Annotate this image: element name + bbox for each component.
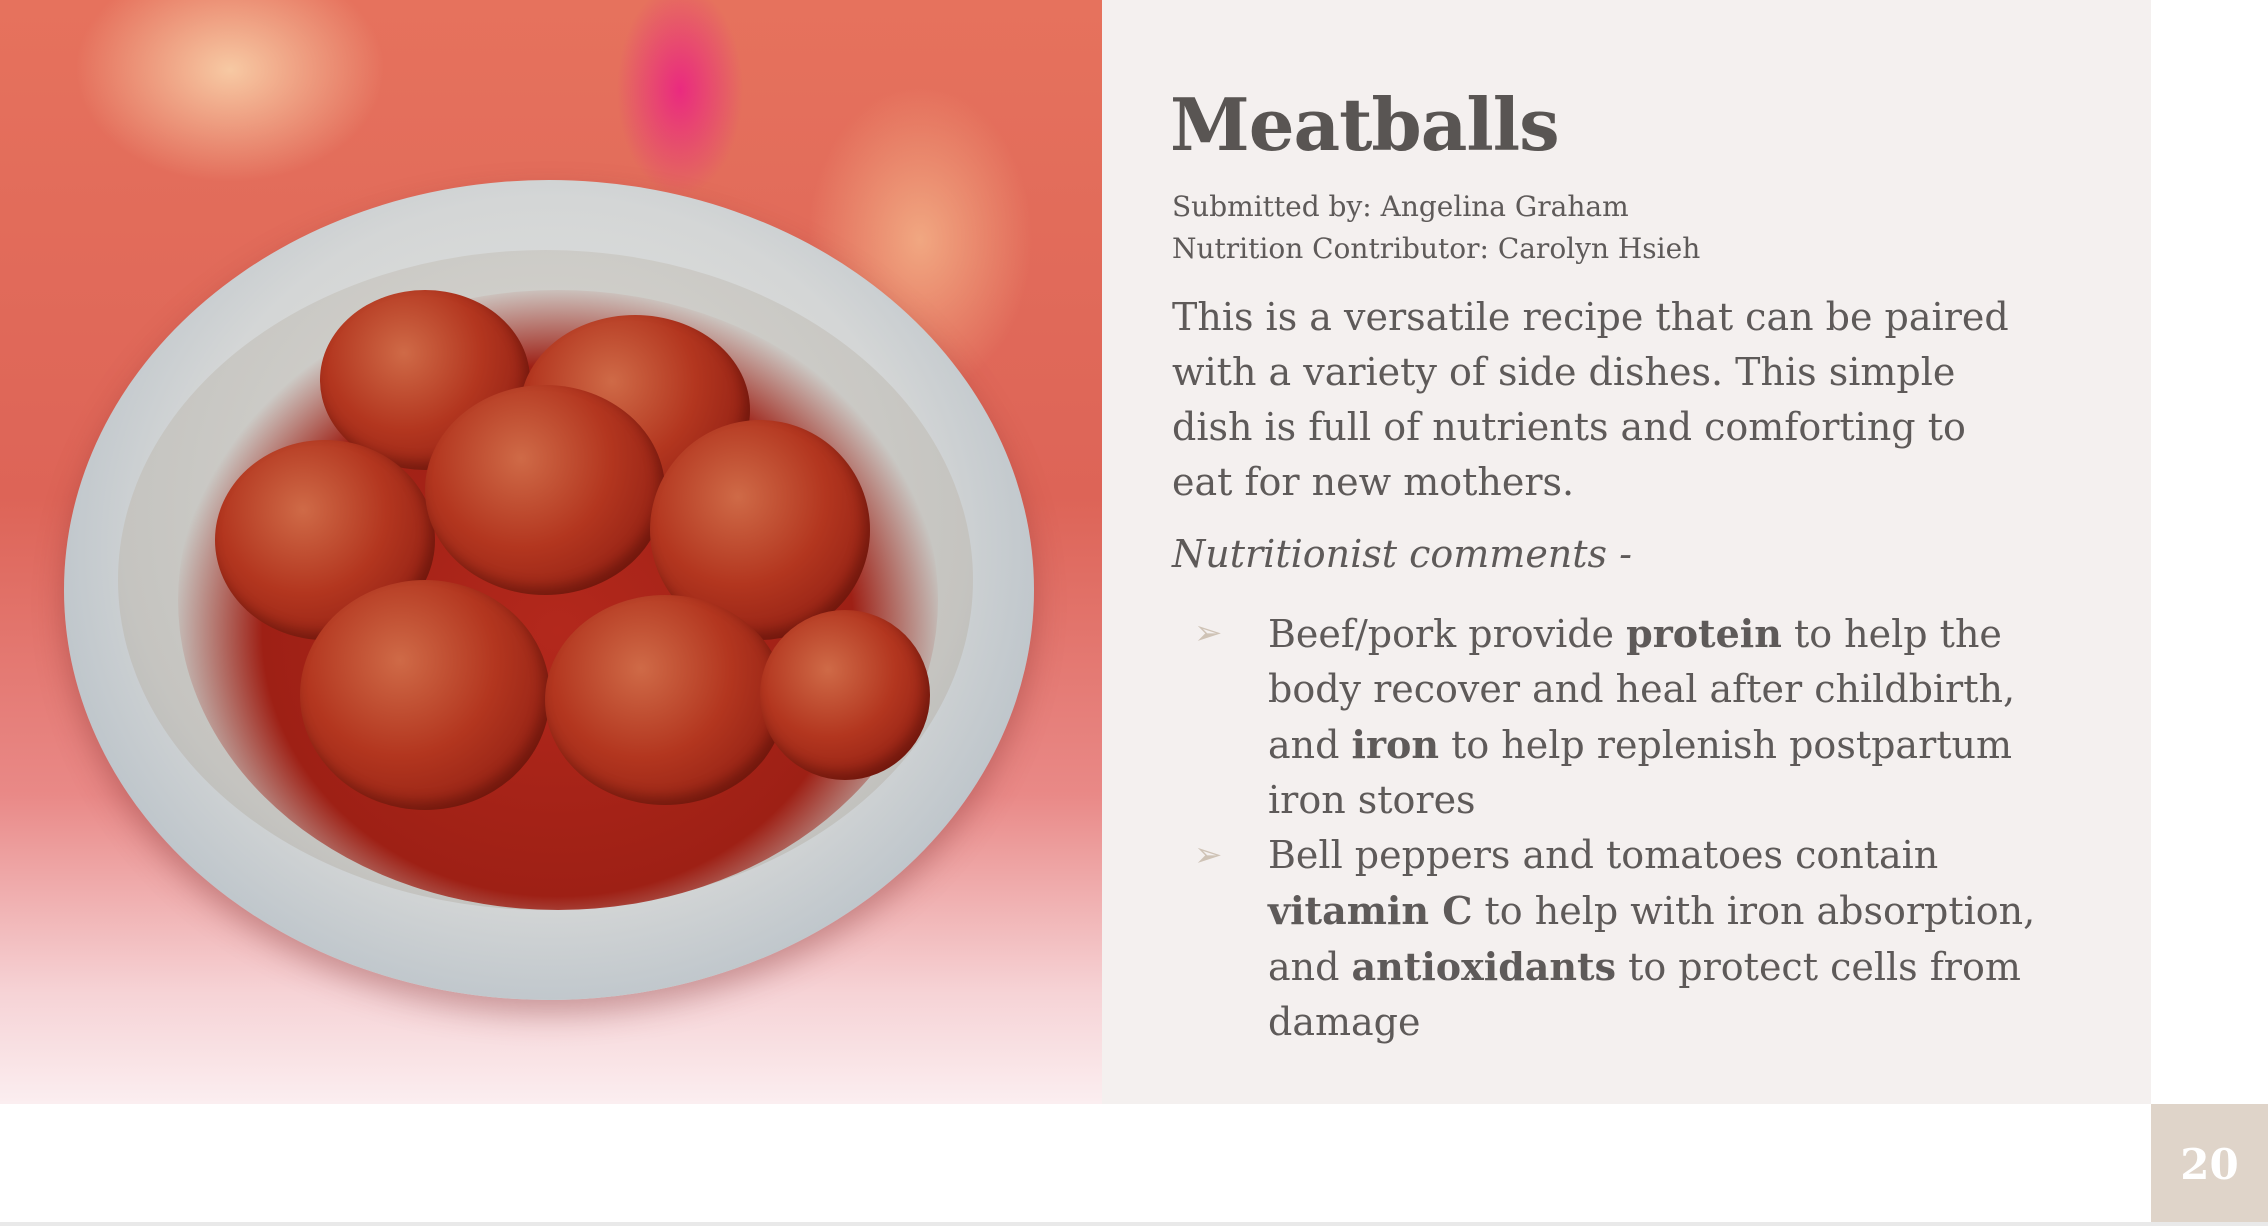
text-run: to help with iron absorption, and [1268,889,2036,989]
bold-term-antioxidants: antioxidants [1351,944,1616,989]
nutrition-contributor: Nutrition Contributor: Carolyn Hsieh [1172,232,1701,265]
meatball [300,580,550,810]
page-number-badge: 20 [2151,1104,2268,1224]
bold-term-protein: protein [1626,611,1782,656]
meatball [760,610,930,780]
nutrition-bullet-list [1172,606,2052,1050]
bullet-text [1268,606,2052,828]
recipe-description: This is a versatile recipe that can be paired with a variety of side dishes. This simple dish is full of nutrients and comforting to eat for new mothers. [1172,295,2009,504]
text-run: to help the body recover and heal after childbirth, and [1268,612,2016,767]
list-item [1172,606,2052,828]
text-run: Bell peppers and tomatoes contain [1268,833,1939,877]
bottom-divider [0,1222,2268,1226]
list-item [1172,828,2052,1050]
text-run: Beef/pork provide [1268,612,1627,656]
text-run: to help replenish postpartum iron stores [1268,723,2013,822]
arrow-bullet-icon: ➢ [1194,835,1223,875]
bold-term-vitamin-c: vitamin C [1268,888,1473,933]
arrow-bullet-icon: ➢ [1194,613,1223,653]
page-title: Meatballs [1170,82,1559,167]
text-run: to protect cells from damage [1268,945,2021,1044]
nutritionist-comments-heading: Nutritionist comments - [1172,532,1632,576]
bullet-text [1268,828,2052,1050]
submitted-by: Submitted by: Angelina Graham [1172,190,1629,223]
bold-term-iron: iron [1351,722,1439,767]
meatball [425,385,665,595]
meatball [545,595,785,805]
meatballs-photo [0,0,1102,1104]
